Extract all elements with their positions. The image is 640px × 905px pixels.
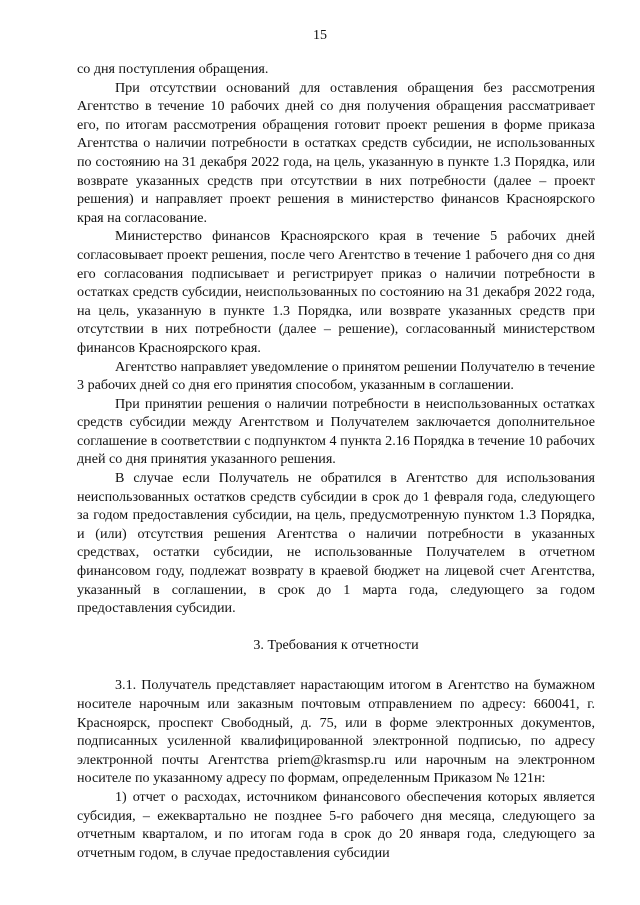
paragraph: При отсутствии оснований для оставления обращения без рассмотрения Агентство в течение 10 рабочих дней со дня получения обращения рассматривает его, по итогам рассмотрения обращения готовит проект решения в форме приказа Агентства о наличии потребности в остатках средств субсидии, не использованных по состоянию на 31 декабря 2022 года, на цель, указанную в пункте 1.3 Порядка, или возврате указанных средств при отсутствии в них потребности (далее – проект решения) и направляет проект решения в министерство финансов Красноярского края на согласование. bbox=[77, 79, 595, 226]
document-body bbox=[77, 60, 595, 862]
section-title: 3. Требования к отчетности bbox=[253, 636, 419, 653]
paragraph: Агентство направляет уведомление о принятом решении Получателю в течение 3 рабочих дней со дня его принятия способом, указанным в соглашении. bbox=[77, 358, 595, 394]
paragraph-continuation: со дня поступления обращения. bbox=[77, 61, 269, 77]
paragraph: Министерство финансов Красноярского края в течение 5 рабочих дней согласовывает проект решения, после чего Агентство в течение 1 рабочего дня со дня его согласования подписывает и регистрирует приказ о наличии потребности в остатках средств субсидии, неиспользованных по состоянию на 31 декабря 2022 года, на цель, указанную в пункте 1.3 Порядка, или возврате указанных средств при отсутствии в них потребности (далее – решение), согласованный министерством финансов Красноярского края. bbox=[77, 228, 595, 356]
paragraph-clause-3-1: 3.1. Получатель представляет нарастающим итогом в Агентство на бумажном носителе нарочным или заказным почтовым отправлением по адресу: 660041, г. Красноярск, проспект Свободный, д. 75, или в форме электронных документов, подписанных усиленной квалифицированной электронной подписью, по адресу электронной почты Агентства priem@krasmsp.ru или нарочным на электронном носителе по указанному адресу по формам, определенным Приказом № 121н: bbox=[77, 677, 595, 787]
list-item: 1) отчет о расходах, источником финансового обеспечения которых является субсидия, – ежеквартально не позднее 5-го рабочего дня месяца, следующего за отчетным кварталом, и по итогам года в срок до 20 января года, следующего за отчетным годом, в случае предоставления субсидии bbox=[77, 788, 595, 861]
page-number: 15 bbox=[313, 28, 327, 43]
paragraph: В случае если Получатель не обратился в Агентство для использования неиспользованных остатков средств субсидии в срок до 1 февраля года, следующего за годом предоставления субсидии, на цель, предусмотренную пунктом 1.3 Порядка, и (или) отсутствия решения Агентства о наличии потребности в указанных средствах, остатки субсидии, не использованные Получателем в отчетном финансовом году, подлежат возврату в краевой бюджет на лицевой счет Агентства, указанный в соглашении, в срок до 1 марта года, следующего за годом предоставления субсидии. bbox=[77, 470, 595, 617]
paragraph: При принятии решения о наличии потребности в неиспользованных остатках средств субсидии между Агентством и Получателем заключается дополнительное соглашение в соответствии с подпунктом 4 пункта 2.16 Порядка в течение 10 рабочих дней со дня принятия указанного решения. bbox=[77, 395, 595, 468]
